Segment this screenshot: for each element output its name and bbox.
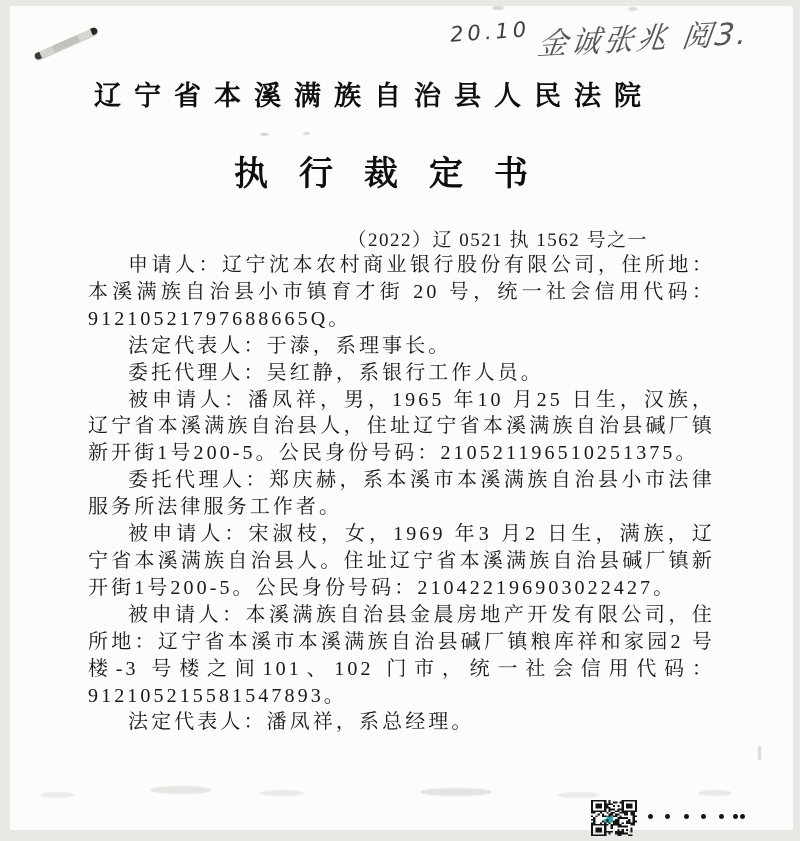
dot-mark [665,814,670,819]
scan-smudge [698,790,732,796]
paragraph-legal-rep: 法定代表人：于溙，系理事长。 [128,334,452,357]
scan-speck [628,7,637,11]
scan-smudge [558,792,600,798]
paragraph-respondent-2: 被申请人：宋淑枝，女，1969 年3 月2 日生，满族，辽宁省本溪满族自治县人。住址辽宁省本溪满族自治县碱厂镇新开街1号200-5。公民身份号码：210422196903022427。 [88,523,715,599]
dot-mark [648,814,653,819]
document-title: 执行裁定书 [234,156,559,193]
dot-mark [733,814,738,819]
dot-marks [648,814,748,820]
handwritten-signature: 金诚张兆 阅3. [535,16,752,63]
handwritten-date-note: 20.10 [449,17,531,47]
dot-mark [684,814,689,819]
paragraph-respondent-3: 被申请人：本溪满族自治县金晨房地产开发有限公司，住所地：辽宁省本溪市本溪满族自治县碱厂镇粮库祥和家园2 号楼-3 号楼之间101、102 门市，统一社会信用代码：912105215581547893。 [88,603,715,707]
paragraph-respondent-3-rep: 法定代表人：潘凤祥，系总经理。 [128,711,475,734]
qr-code-icon [591,800,637,836]
scan-smudge [150,786,212,794]
scan-smudge [758,746,761,760]
dot-mark [740,814,745,819]
paragraph-applicant: 申请人：辽宁沈本农村商业银行股份有限公司，住所地：本溪满族自治县小市镇育才街 20 号，统一社会信用代码：91210521797688665Q。 [88,254,715,330]
document-body [88,252,715,736]
staple-mark [34,26,99,60]
dot-mark [719,814,724,819]
paper-page [10,6,793,830]
case-number: （2022）辽 0521 执 1562 号之一 [347,230,648,251]
scan-speck [492,6,504,10]
court-name: 辽宁省本溪满族自治县人民法院 [94,81,654,111]
paragraph-respondent-agent: 委托代理人：郑庆赫，系本溪市本溪满族自治县小市法律服务所法律服务工作者。 [88,469,715,519]
scan-speck [260,133,269,136]
dot-mark [701,814,706,819]
scan-smudge [260,790,304,796]
scan-smudge [420,788,492,796]
scan-speck [303,132,310,135]
paragraph-respondent-1: 被申请人：潘凤祥，男，1965 年10 月25 日生，汉族，辽宁省本溪满族自治县人，住址辽宁省本溪满族自治县碱厂镇新开街1号200-5。公民身份号码：210521196510251375。 [88,388,715,465]
paragraph-agent: 委托代理人：吴红静，系银行工作人员。 [128,361,544,384]
scan-smudge [40,792,74,798]
